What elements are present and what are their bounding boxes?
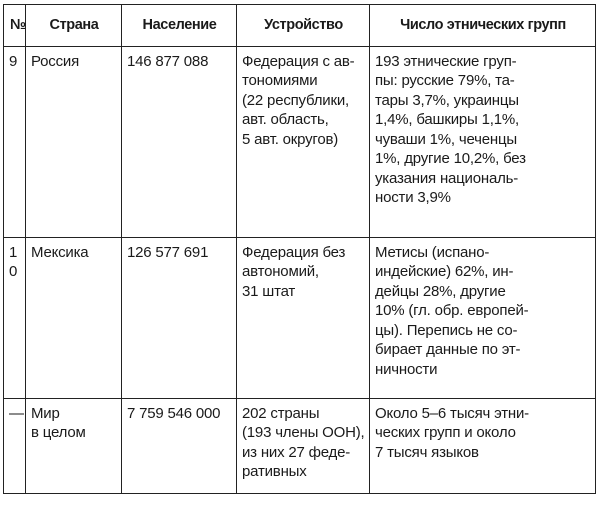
structure-line: из них 27 феде- xyxy=(242,443,351,461)
cell-ethnic-groups xyxy=(370,237,596,398)
structure-line: (22 республики, xyxy=(242,91,349,109)
structure-line: 202 страны xyxy=(242,404,320,422)
ethnic-line: бирает данные по эт- xyxy=(375,341,521,358)
cell-structure xyxy=(237,46,370,237)
cell-ethnic-groups xyxy=(370,398,596,493)
ethnic-line: 193 этнические груп- xyxy=(375,52,517,70)
ethnic-line: 1%, другие 10,2%, без xyxy=(375,150,526,167)
table-row xyxy=(4,46,596,237)
ethnic-line: Около 5–6 тысяч этни- xyxy=(375,404,529,422)
countries-table xyxy=(3,4,596,494)
country-line: Россия xyxy=(31,52,79,70)
ethnic-line: 7 тысяч языков xyxy=(375,443,479,461)
ethnic-line: цы). Перепись не со- xyxy=(375,321,518,339)
cell-population: 126 577 691 xyxy=(122,237,237,398)
ethnic-line: чуваши 1%, чеченцы xyxy=(375,130,517,148)
cell-structure xyxy=(237,398,370,493)
cell-num: 10 xyxy=(4,237,26,398)
ethnic-line: пы: русские 79%, та- xyxy=(375,72,515,89)
ethnic-line: тары 3,7%, украинцы xyxy=(375,91,519,109)
structure-line: авт. область, xyxy=(242,111,329,128)
ethnic-line: 10% (гл. обр. европей- xyxy=(375,302,529,319)
cell-ethnic-groups xyxy=(370,46,596,237)
ethnic-line: указания националь- xyxy=(375,169,519,187)
table-row xyxy=(4,398,596,493)
header-population: Население xyxy=(122,5,237,47)
ethnic-line: ческих групп и около xyxy=(375,424,516,441)
header-ethnic-groups xyxy=(370,5,596,47)
ethnic-line: ности 3,9% xyxy=(375,189,451,206)
cell-country xyxy=(26,398,122,493)
cell-population: 146 877 088 xyxy=(122,46,237,237)
cell-structure xyxy=(237,237,370,398)
structure-line: ративных xyxy=(242,463,307,480)
structure-line: (193 члены ООН), xyxy=(242,424,365,441)
cell-country xyxy=(26,237,122,398)
cell-population: 7 759 546 000 xyxy=(122,398,237,493)
country-line: Мексика xyxy=(31,243,89,261)
header-country: Страна xyxy=(26,5,122,47)
ethnic-line: индейские) 62%, ин- xyxy=(375,263,514,280)
table-header-row xyxy=(4,5,596,47)
structure-line: автономий, xyxy=(242,263,319,280)
country-line: Мир xyxy=(31,404,60,422)
cell-num: 9 xyxy=(4,46,26,237)
structure-line: Федерация с ав- xyxy=(242,52,355,70)
structure-line: 31 штат xyxy=(242,282,296,300)
ethnic-line: дейцы 28%, другие xyxy=(375,282,506,300)
header-structure: Устройство xyxy=(237,5,370,47)
header-num: № xyxy=(4,5,26,47)
cell-num: — xyxy=(4,398,26,493)
structure-line: тономиями xyxy=(242,72,318,89)
ethnic-line: Метисы (испано- xyxy=(375,243,490,261)
structure-line: 5 авт. округов) xyxy=(242,130,339,148)
header-ethnic-line: Число этнических xyxy=(400,17,524,33)
header-ethnic-line: групп xyxy=(527,17,566,33)
ethnic-line: ничности xyxy=(375,360,438,378)
table-row xyxy=(4,237,596,398)
country-line: в целом xyxy=(31,424,86,441)
structure-line: Федерация без xyxy=(242,243,346,261)
ethnic-line: 1,4%, башкиры 1,1%, xyxy=(375,111,519,128)
cell-country xyxy=(26,46,122,237)
